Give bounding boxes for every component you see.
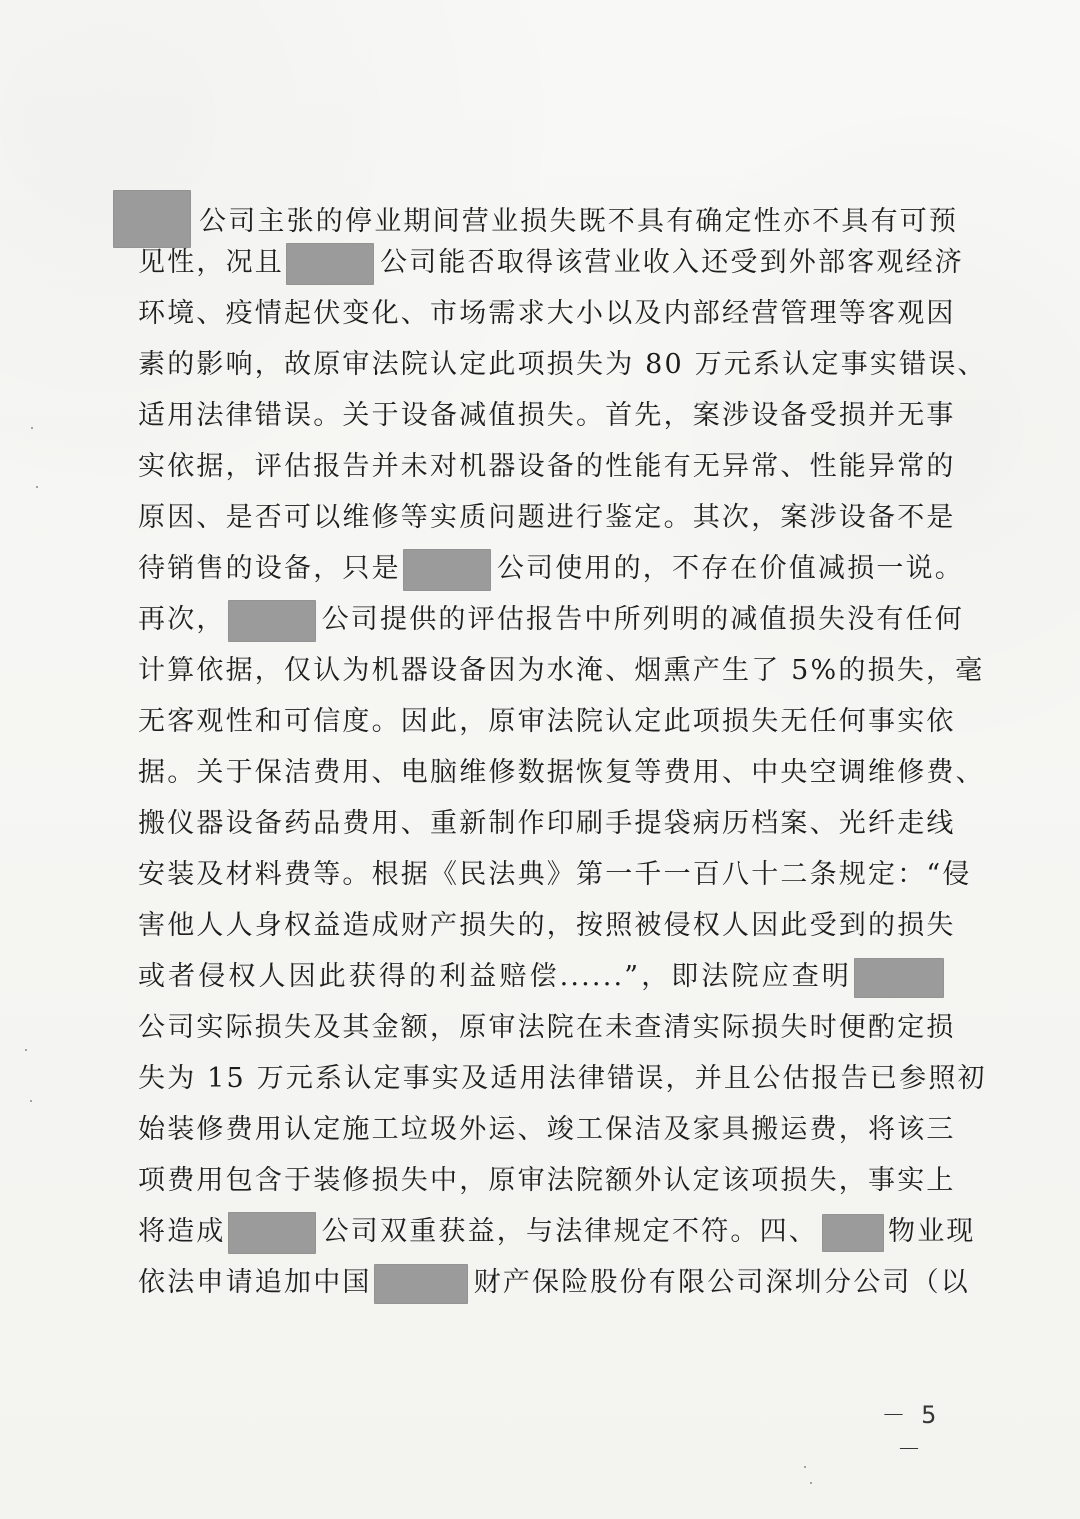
document-text-segment: 公司主张的停业期间营业损失既不具有确定性亦不具有可预 bbox=[199, 206, 959, 237]
document-line-20 bbox=[138, 1159, 956, 1203]
document-line-19 bbox=[138, 1108, 956, 1152]
document-text-segment: 公司能否取得该营业收入还受到外部客观经济 bbox=[380, 247, 964, 278]
document-text-segment: 公司实际损失及其金额，原审法院在未查清实际损失时便酌定损 bbox=[138, 1012, 956, 1043]
page-number: － 5 － bbox=[881, 1401, 941, 1463]
redacted-company-name bbox=[228, 600, 316, 642]
document-line-22 bbox=[138, 1261, 971, 1305]
document-text-segment: 或者侵权人因此获得的利益赔偿......”，即法院应查明 bbox=[138, 961, 852, 992]
scan-speck bbox=[36, 486, 38, 488]
document-line-6 bbox=[138, 445, 956, 489]
redacted-company-name bbox=[403, 549, 491, 591]
redacted-company-name bbox=[113, 190, 191, 248]
document-line-16 bbox=[138, 955, 944, 999]
document-line-12 bbox=[138, 751, 985, 795]
document-text-segment: 害他人人身权益造成财产损失的，按照被侵权人因此受到的损失 bbox=[138, 910, 956, 941]
document-line-4 bbox=[138, 343, 987, 387]
document-line-5 bbox=[138, 394, 956, 438]
document-text-segment: 适用法律错误。关于设备减值损失。首先，案涉设备受损并无事 bbox=[138, 400, 956, 431]
scan-speck bbox=[31, 427, 33, 429]
document-line-18 bbox=[138, 1057, 987, 1101]
document-text-segment: 据。关于保洁费用、电脑维修数据恢复等费用、中央空调维修费、 bbox=[138, 757, 985, 788]
document-text-segment: 实依据，评估报告并未对机器设备的性能有无异常、性能异常的 bbox=[138, 451, 956, 482]
document-text-segment: 安装及材料费等。根据《民法典》第一千一百八十二条规定：“侵 bbox=[138, 859, 972, 890]
document-text-segment: 素的影响，故原审法院认定此项损失为 80 万元系认定事实错误、 bbox=[138, 349, 987, 380]
document-text-segment: 财产保险股份有限公司深圳分公司（以 bbox=[473, 1267, 971, 1298]
document-line-1 bbox=[138, 190, 959, 237]
document-text-segment: 公司双重获益，与法律规定不符。四、 bbox=[321, 1216, 819, 1247]
scan-speck bbox=[804, 1466, 806, 1468]
document-text-segment: 见性，况且 bbox=[138, 247, 284, 278]
scan-speck bbox=[810, 1482, 812, 1484]
document-text-segment: 环境、疫情起伏变化、市场需求大小以及内部经营管理等客观因 bbox=[138, 298, 956, 329]
document-text-segment: 失为 15 万元系认定事实及适用法律错误，并且公估报告已参照初 bbox=[138, 1063, 987, 1094]
redacted-company-name bbox=[228, 1212, 316, 1254]
document-text-segment: 公司使用的，不存在价值减损一说。 bbox=[496, 553, 965, 584]
document-line-17 bbox=[138, 1006, 956, 1050]
redacted-company-name bbox=[286, 243, 374, 285]
document-line-21 bbox=[138, 1210, 976, 1254]
scan-speck bbox=[25, 1049, 27, 1051]
document-line-11 bbox=[138, 700, 956, 744]
document-text-segment: 始装修费用认定施工垃圾外运、竣工保洁及家具搬运费，将该三 bbox=[138, 1114, 956, 1145]
document-text-segment: 计算依据，仅认为机器设备因为水淹、烟熏产生了 5%的损失，毫 bbox=[138, 655, 985, 686]
document-line-9 bbox=[138, 598, 965, 642]
document-text-segment: 项费用包含于装修损失中，原审法院额外认定该项损失，事实上 bbox=[138, 1165, 956, 1196]
document-line-3 bbox=[138, 292, 956, 336]
document-line-15 bbox=[138, 904, 956, 948]
redacted-company-name bbox=[854, 958, 944, 998]
document-line-7 bbox=[138, 496, 956, 540]
redacted-property-company-name bbox=[822, 1214, 884, 1252]
document-text-segment: 依法申请追加中国 bbox=[138, 1267, 372, 1298]
document-line-10 bbox=[138, 649, 985, 693]
document-text-segment: 公司提供的评估报告中所列明的减值损失没有任何 bbox=[321, 604, 965, 635]
document-text-segment: 搬仪器设备药品费用、重新制作印刷手提袋病历档案、光纤走线 bbox=[138, 808, 956, 839]
document-text-segment: 原因、是否可以维修等实质问题进行鉴定。其次，案涉设备不是 bbox=[138, 502, 956, 533]
document-line-2 bbox=[138, 241, 964, 285]
document-text-segment: 将造成 bbox=[138, 1216, 226, 1247]
document-text-segment: 物业现 bbox=[888, 1216, 976, 1247]
document-text-segment: 待销售的设备，只是 bbox=[138, 553, 401, 584]
scan-speck bbox=[30, 1100, 32, 1102]
document-text-segment: 再次， bbox=[138, 604, 226, 635]
document-line-8 bbox=[138, 547, 965, 591]
document-line-13 bbox=[138, 802, 956, 846]
document-line-14 bbox=[138, 853, 972, 897]
redacted-insurer-name bbox=[374, 1264, 468, 1304]
document-text-segment: 无客观性和可信度。因此，原审法院认定此项损失无任何事实依 bbox=[138, 706, 956, 737]
